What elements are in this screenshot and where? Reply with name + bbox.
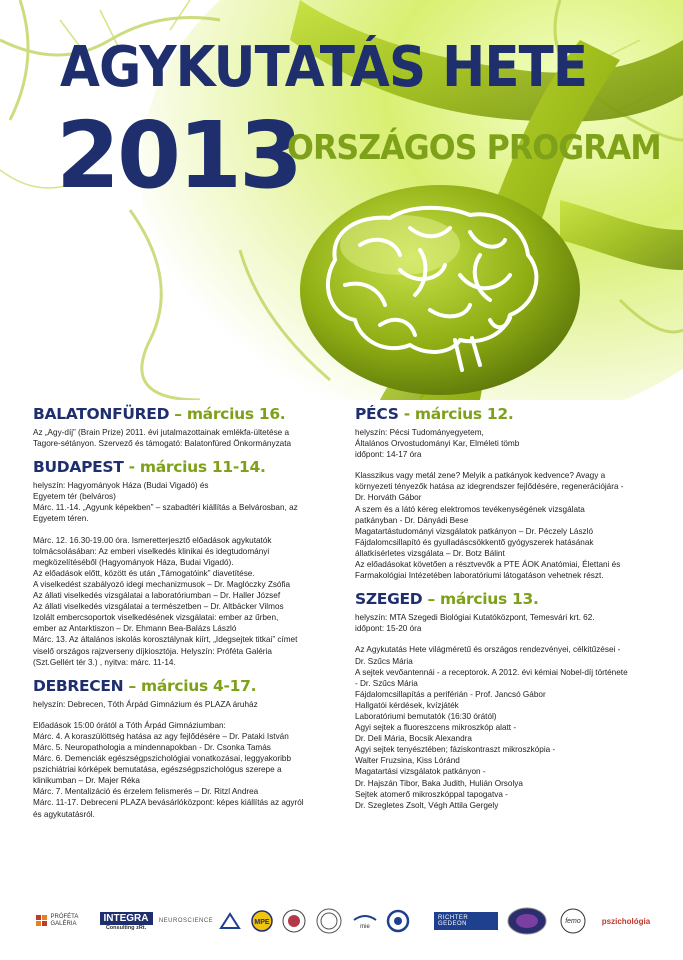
program-line: Agyi sejtek a fluoreszcens mikroszkóp alatt -	[355, 723, 517, 733]
neuroscience-logo-text: NEUROSCIENCE	[158, 918, 214, 924]
program-line: Magatartástudományi vizsgálatok patkányon – Dr. Péczely László	[355, 526, 594, 536]
program-line: Dr. Szegletes Zsolt, Végh Attila Gergely	[355, 800, 499, 810]
section-pécs	[355, 404, 660, 581]
program-line: Hallgatói kérdések, kvízjáték	[355, 700, 459, 710]
city-date: - március 12.	[403, 405, 514, 423]
program-line: helyszín: Hagyományok Háza (Budai Vigadó) és	[33, 481, 209, 491]
program-line: (Szt.Gellért tér 3.) , nyitva: márc. 11-14.	[33, 657, 176, 667]
program-line: Dr. Horváth Gábor	[355, 493, 422, 503]
program-line: Klasszikus vagy metál zene? Melyik a patkányok kedvence? Avagy a	[355, 471, 606, 481]
program-line: Egyetem téren.	[33, 514, 89, 524]
richter-logo	[434, 905, 498, 937]
program-line: Előadások 15:00 órától a Tóth Árpád Gimnáziumban:	[33, 720, 226, 730]
section-balatonfüred	[33, 404, 333, 449]
program-line: Az „Agy-díj” (Brain Prize) 2011. évi jutalmazottainak emlékfa-ültetése a	[33, 428, 290, 437]
program-line: megközelítéséből (Hagyományok Háza, Budai Vigadó).	[33, 557, 234, 567]
program-line: időpont: 15-20 óra	[355, 624, 422, 634]
program-line: Márc. 13. Az általános iskolás korosztálynak kiírt, „Idegsejtek titkai” címet	[33, 635, 298, 645]
city-name: BUDAPEST	[33, 458, 124, 477]
program-line: Márc. 5. Neuropathologia a mindennapokban - Dr. Csonka Tamás	[33, 742, 271, 752]
program-line: Tagore-sétányon. Szervező és támogató: Balatonfüred Önkormányzata	[33, 439, 292, 449]
hero-graphic	[0, 0, 683, 400]
program-line: A szem és a látó kéreg elektromos tevékenységének vizsgálata	[355, 504, 585, 514]
svg-text:MPE: MPE	[254, 919, 270, 926]
city-heading	[355, 589, 660, 609]
program-line: és agykutatásról.	[33, 809, 95, 819]
city-heading	[33, 676, 333, 696]
pte-seal-logo	[316, 905, 342, 937]
section-debrecen	[33, 676, 333, 820]
program-line: időpont: 14-17 óra	[355, 450, 422, 460]
program-line: viselő országos rajzverseny díjkiosztója. Helyszín: Próféta Galéria	[33, 646, 272, 656]
profeta-logo	[32, 905, 90, 937]
left-column	[33, 404, 333, 828]
program-line: állatkísérletes vizsgálata – Dr. Botz Bálint	[355, 548, 505, 558]
spacer	[33, 525, 333, 535]
program-line: Fájdalomcsillapító és gyulladáscsökkentő gyógyszerek hatásának	[355, 537, 594, 547]
section-szeged	[355, 589, 660, 811]
pszichologia-logo-text: pszichológia	[601, 916, 651, 926]
integra-logo	[96, 905, 156, 937]
city-name: DEBRECEN	[33, 676, 124, 695]
program-line: klinikumban – Dr. Majer Réka	[33, 776, 140, 786]
program-line: Dr. Szűcs Mária	[355, 656, 413, 666]
program-line: A sejtek vevőantennái - a receptorok. A 2012. évi kémiai Nobel-díj története	[355, 667, 628, 677]
program-line: helyszín: Pécsi Tudományegyetem,	[355, 428, 484, 437]
city-heading	[355, 404, 660, 424]
program-line: helyszín: Debrecen, Tóth Árpád Gimnázium és PLAZA áruház	[33, 699, 258, 709]
city-date: - március 11-14.	[128, 458, 266, 477]
program-line: Sejtek atomerő mikroszkóppal tapogatva -	[355, 789, 508, 799]
program-line: ember az Antarktiszon – Dr. Ehmann Bea-Balázs László	[33, 624, 237, 634]
program-line: Márc. 4. A koraszülöttség hatása az agy fejlődésére – Dr. Pataki István	[33, 731, 289, 741]
program-line: Dr. Hajszán Tibor, Baka Judith, Hulián Orsolya	[355, 778, 523, 788]
ring-logo	[386, 905, 410, 937]
program-line: A viselkedést szabályozó idegi mechanizmusok – Dr. Maglóczky Zsófia	[33, 579, 291, 589]
program-line: Magatartási vizsgálatok patkányon -	[355, 767, 486, 777]
city-name: PÉCS	[355, 405, 399, 423]
mpe-logo	[250, 905, 274, 937]
program-line: Márc. 12. 16.30-19.00 óra. Ismeretterjesztő előadások agykutatók	[33, 535, 272, 545]
title-line1: AGYKUTATÁS HETE	[60, 35, 588, 100]
program-line: patkányban - Dr. Dányádi Bese	[355, 515, 469, 525]
richter-logo-text: RICHTER GEDEON	[434, 912, 498, 930]
program-line: Fájdalomcsillapítás a periférián - Prof. Jancsó Gábor	[355, 689, 546, 699]
program-line: - Dr. Szűcs Mária	[355, 678, 418, 688]
city-date: – március 16.	[174, 405, 286, 423]
integra-logo-sub: Consulting zRt.	[105, 924, 147, 931]
program-line: Az Agykutatás Hete világméretű és országos rendezvényei, célkitűzései -	[355, 645, 621, 655]
oval-society-logo	[506, 905, 548, 937]
program-line: helyszín: MTA Szegedi Biológiai Kutatóközpont, Temesvári krt. 62.	[355, 613, 595, 623]
mie-logo	[350, 905, 380, 937]
city-heading	[33, 457, 333, 477]
program-line: Walter Fruzsina, Kiss Lóránd	[355, 756, 460, 766]
program-line: Márc. 11-17. Debreceni PLAZA bevásárlóközpont: képes kiállítás az agyról	[33, 798, 304, 808]
profeta-logo-text: PRÓFÉTA GALÉRIA	[50, 914, 79, 927]
program-line: Dr. Deli Mária, Bocsik Alexandra	[355, 734, 472, 744]
title-subtitle: ORSZÁGOS PROGRAM	[287, 128, 661, 168]
spacer	[355, 634, 660, 644]
city-name: SZEGED	[355, 590, 423, 609]
mie-logo-text: mie	[360, 924, 370, 930]
city-name: BALATONFÜRED	[33, 405, 170, 423]
femo-logo	[558, 905, 588, 937]
program-line: pszichiátriai kórképek bemutatása, egészségpszichológus szerepe a	[33, 765, 282, 775]
pszichologia-logo	[600, 905, 652, 937]
title-year: 2013	[56, 102, 301, 209]
spacer	[355, 460, 660, 470]
section-budapest	[33, 457, 333, 668]
neuroscience-logo	[158, 905, 214, 937]
program-line: Az előadások előtt, között és után „Támogatóink” diavetítése.	[33, 568, 255, 578]
spacer	[33, 710, 333, 720]
program-line: tolmácsolásában: Az emberi viselkedés klinikai és idegtudományi	[33, 546, 270, 556]
city-heading	[33, 404, 333, 424]
program-line: Egyetem tér (belváros)	[33, 492, 116, 502]
city-date: – március 4-17.	[128, 676, 257, 695]
program-line: Laboratóriumi bemutatók (16:30 órától)	[355, 711, 497, 721]
university-seal-logo	[282, 905, 306, 937]
sponsor-logos	[30, 905, 660, 945]
femo-logo-text: femo	[565, 917, 581, 925]
program-line: Az állati viselkedés vizsgálatai a laboratóriumban – Dr. Haller József	[33, 591, 281, 601]
integra-logo-text: INTEGRA	[100, 912, 153, 925]
right-column	[355, 404, 660, 819]
city-date: – március 13.	[427, 590, 539, 609]
program-line: Márc. 11.-14. „Agyunk képekben” – szabadtéri kiállítás a Belvárosban, az	[33, 503, 298, 513]
program-line: Az állati viselkedés vizsgálatai a természetben – Dr. Altbäcker Vilmos	[33, 602, 284, 612]
program-line: Agyi sejtek tenyésztében; fáziskontraszt mikroszkópia -	[355, 745, 556, 755]
program-line: Farmakológiai Intézetében laboratóriumi látogatáson vehetnek részt.	[355, 571, 604, 581]
mta-szeged-logo	[218, 905, 242, 937]
program-line: Márc. 7. Mentalizáció és érzelem felismerés – Dr. Ritzl Andrea	[33, 787, 259, 797]
program-line: Általános Orvostudományi Kar, Elméleti tömb	[355, 439, 520, 449]
program-line: Izolált embercsoportok viselkedésének vizsgálatai: ember az űrben,	[33, 613, 279, 623]
program-line: Az előadásokat követően a résztvevők a PTE ÁOK Anatómiai, Élettani és	[355, 560, 621, 570]
program-line: Márc. 6. Demenciák egészségpszichológiai vonatkozásai, leggyakoribb	[33, 754, 292, 764]
program-line: környezeti tényezők hatása az idegrendszer fejlődésére, regenerációjára -	[355, 482, 624, 492]
